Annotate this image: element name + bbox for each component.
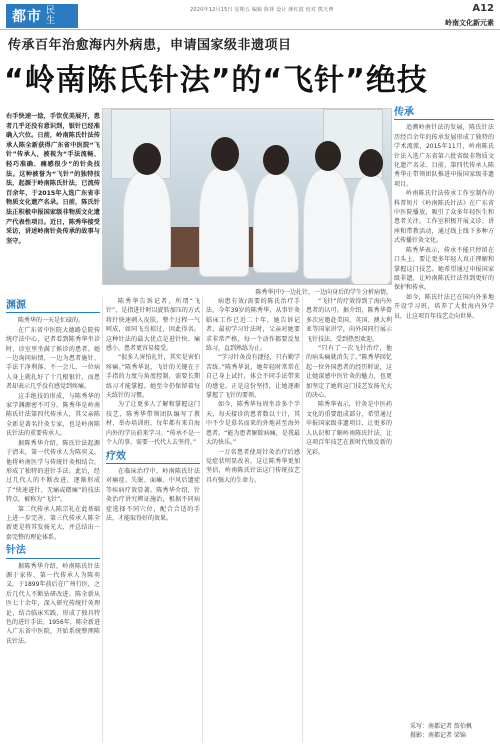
photo-doctor	[351, 175, 391, 285]
sidebar-article	[394, 108, 494, 321]
photo-head	[315, 141, 341, 171]
article-paragraph: 陈秀华告诉记者，所谓“飞针”，是指进针时以旋转加压的方式将针快速刺入皮肤，整个过程一气呵成，如同飞鸟掠过，因此得名。这种针法的最大优点是进针快、痛感小，患者更容易接受。	[106, 298, 200, 353]
article-paragraph: 第二代传承人陈宗礼在此基础上进一步完善，第三代传承人陈全新更是将其发扬光大，并总结出一套完整的理论体系。	[6, 505, 100, 541]
article-column-3	[206, 297, 300, 485]
article-paragraph: 陈秀华表示，针灸是中医药文化的重要组成部分，希望通过申报国家级非遗项目，让更多的人认识和了解岭南陈氏针法，让这项百年技艺在新时代焕发新的光彩。	[306, 401, 392, 456]
article-paragraph: 这手绝技的形成，与陈秀华的家学渊源密不可分。陈秀华是岭南陈氏针法第四代传承人，其父亲陈全新是著名针灸专家，也是岭南陈氏针法的重要传承人。	[6, 392, 100, 438]
intro-paragraph: 右手快速一捻，手饮优美展开，患者几乎还没有意识到，银针已经准确入穴位。日前，岭南陈氏针法传承人陈全新获得广东省中医院“飞针”传承人，被视为“手法流畅、轻巧准确、痛感很少”的针灸技法。这种被誉为“飞针”的独特技法，起源于岭南陈氏针法，已流传百余年，于2015年入选广东省非物质文化遗产名录。日前，陈氏针法正积极申报国家级非物质文化遗产代表性项目。近日，陈秀华接受采访，讲述岭南针灸传承的故事与坚守。	[6, 113, 100, 245]
article-paragraph: “只有了一次飞针治疗，他的病头痛就消失了。”陈秀华回忆起一位外国患者的经历时说，这让她深感中医针灸的魅力，也更加坚定了她将这门技艺发扬光大的决心。	[306, 345, 392, 400]
headline-title: “岭南陈氏针法”的“飞针”绝技	[4, 63, 428, 98]
subhead-effect: 疗效	[106, 452, 200, 464]
article-paragraph: “很多人害怕扎针，其实是害怕疼痛。”陈秀华说，飞针的关键在于手指的力度与角度控制，需要长期练习才能掌握。她至今仍保留着每天练针的习惯。	[106, 354, 200, 400]
article-paragraph: 据陈秀华介绍，陈氏针法起源于清末，第一代传承人为陈奕义，他将岭南医学与传统针灸相结合，形成了独特的进针手法。此后，经过几代人的不断改进，逐渐形成了“快速进针、无痛或微痛”的技法特点，被称为“飞针”。	[6, 439, 100, 504]
article-paragraph: 为了让更多人了解和掌握这门技艺，陈秀华带领团队编写了教材，举办培训班，每年都有来自海内外的学员前来学习。“传承不是一个人的事，需要一代代人去坚持。”	[106, 401, 200, 447]
column-divider	[202, 297, 203, 742]
page-number: A12	[472, 3, 494, 14]
photo-head	[211, 137, 239, 171]
sidebar-paragraph: 岭南陈氏针法传承工作室制作的科普短片《岭南陈氏针法》在广东省中医院播放，吸引了众多年轻医生和患者关注。工作室积极开展义诊、讲座和带教活动，通过线上线下多种方式传播针灸文化。	[394, 190, 494, 245]
article-paragraph: “飞针”的疗效得到了海内外患者的认可。据介绍，陈秀华曾多次应邀赴美国、英国、澳大利亚等国家讲学，向外国同行展示飞针技法，受到热烈欢迎。	[306, 298, 392, 343]
photo-doctor	[303, 169, 351, 279]
article-paragraph: 在广东省中医院大德路总院传统疗法中心，记者看到陈秀华坐诊时，诊室里坐满了候诊的患者。她一边询问病情，一边为患者施针，手法干净利落。不一会儿，一位病人身上就扎好了十几根银针，而患者却表示几乎没有感觉到疼痛。	[6, 326, 100, 391]
article-paragraph: 一万名患者使用针灸治疗后感觉症状明显改善，这让陈秀华更加坚信，岭南陈氏针法这门传统技艺具有强大的生命力。	[206, 448, 300, 484]
column-divider	[302, 297, 303, 742]
byline-writer: 采写：南都记者 詹伯枫	[410, 723, 472, 730]
photo-head	[359, 149, 383, 177]
article-paragraph: 在临床治疗中，岭南陈氏针法对痛症、失眠、面瘫、中风后遗症等疾病疗效显著。陈秀华介绍，针灸治疗讲究辨证施治，根据不同病症选择不同穴位，配合合适的手法，才能取得好的效果。	[106, 467, 200, 522]
sidebar-heading: 传承	[394, 108, 494, 120]
article-column-2	[106, 297, 200, 523]
subhead-origin: 渊源	[6, 301, 100, 313]
column-divider	[102, 297, 103, 742]
photo-caption: 陈秀华(中)一边扎针，一边向身后的学生分析病情。	[255, 289, 392, 296]
section-title: 都市	[12, 9, 42, 25]
subhead-method: 针法	[6, 546, 100, 558]
headline-subtitle: 传承百年治愈海内外病患，申请国家级非遗项目	[8, 38, 292, 53]
photo-doctor	[199, 167, 249, 277]
article-column-4	[306, 297, 392, 457]
section-label	[6, 4, 78, 28]
article-paragraph: 陈秀华的一天是忙碌的。	[18, 317, 85, 325]
photo-doctor	[253, 173, 299, 273]
article-paragraph: 病患有效/需要的陈氏治疗手法，今年39岁的陈秀华，从事针灸临床工作已近二十年，她告诉记者，最初学习针法时，父亲对她要求非常严格，每一个动作都要反复练习，直到熟练为止。	[206, 298, 300, 353]
news-photo	[102, 108, 392, 285]
article-paragraph: 如今，陈秀华每周坐诊多个半天，每天接诊的患者数以十计，其中不少是慕名而来的外地甚至海外患者。“能为患者解除病痛，是我最大的快乐。”	[206, 401, 300, 447]
byline	[410, 722, 472, 740]
photo-doctor	[123, 171, 171, 271]
column-tag: 岭南文化新元素	[445, 19, 494, 27]
article-paragraph: “学习针灸没有捷径，只有勤学苦练。”陈秀华说，她年轻时常常在自己身上试针，体会不同手法带来的感觉。正是这份坚持，让她逐渐掌握了飞针的要领。	[206, 354, 300, 400]
sidebar-paragraph: 追溯岭南针法的发展，陈氏针法历经百余年的传承发展形成了独特的学术流派，2015年11月，岭南陈氏针法入选广东省第六批省级非物质文化遗产名录。目前，第四代传承人陈秀华正带领团队推进申报国家级非遗项目。	[394, 124, 494, 188]
article-paragraph: 据陈秀华介绍，岭南陈氏针法源于家传，第一代传承人为陈奕义，于1899年前后在广州行医，之后几代人不断钻研改进。陈全新从医七十余年，深入研究传统针灸理论，结合临床实践，形成了独具特色的进针手法。1956年，陈全新进入广东省中医院，开始系统整理陈氏针法。	[6, 562, 100, 645]
sidebar-paragraph: 如今，陈氏针法已在国内外多地开设学习班，培养了大批海内外学员，让这项百年技艺走向世界。	[394, 293, 494, 320]
sidebar-paragraph: 陈秀华表示，传承不能只停留在口头上，要让更多年轻人真正理解和掌握这门技艺。她希望通过申报国家级非遗，让岭南陈氏针法得到更好的保护和传承。	[394, 246, 494, 292]
byline-photographer: 摄影：南都记者 梁锦	[410, 732, 466, 739]
article-column-1	[6, 297, 100, 646]
section-sub: 民生	[46, 6, 57, 26]
masthead-info: 2020年12月15日 星期五 编辑 陈林 设计 颜红霞 校对 熊天博	[190, 7, 334, 13]
photo-head	[133, 143, 161, 175]
masthead	[0, 0, 500, 30]
photo-head	[263, 145, 289, 175]
